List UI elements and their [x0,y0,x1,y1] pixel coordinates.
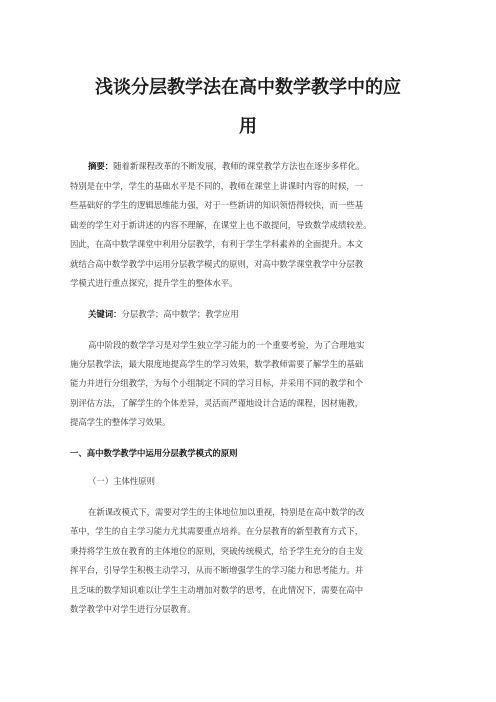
section-line: 且乏味的数学知识难以让学生主动增加对数学的思考，在此情况下，需要在高中 [70,585,364,595]
abstract-line: 随着新课程改革的不断发展，教师的课堂教学方法也在逐步多样化。 [113,161,365,171]
section-heading: 一、高中数学教学中运用分层教学模式的原则 [70,448,238,458]
abstract-line: 学模式进行重点探究，提升学生的整体水平。 [70,278,238,288]
intro-line: 别评估方法，了解学生的个体差异，灵活而严谨地设计合适的课程，因材施教， [70,398,364,408]
keywords-label: 关键词： [88,309,122,319]
abstract-first-line [88,160,364,172]
intro-line: 能力并进行分组教学，为每个小组制定不同的学习目标，并采用不同的教学和个 [70,378,364,388]
section-line: 在新课改模式下，需要对学生的主体地位加以重视，特别是在高中数学的改 [88,507,365,517]
abstract-line: 就结合高中数学教学中运用分层教学模式的原则，对高中数学课堂教学中分层教 [70,259,364,269]
abstract-label: 摘要： [88,161,114,171]
document-title-line-2: 用 [239,116,257,137]
keywords-line [88,308,239,320]
subsection-heading: （一）主体性原则 [88,476,155,486]
intro-line: 高中阶段的数学学习是对学生独立学习能力的一个重要考验，为了合理地实 [88,340,365,350]
abstract-line: 础差的学生对于新讲述的内容不理解，在课堂上也不敢提问，导致数学成绩较差。 [70,220,372,230]
abstract-line: 些基础好的学生的逻辑思维能力强，对于一些新讲的知识领悟得较快，而一些基 [70,200,364,210]
abstract-line: 因此，在高中数学课堂中利用分层教学，有利于学生学科素养的全面提升。本文 [70,239,364,249]
abstract-line: 特别是在中学，学生的基础水平是不同的，教师在课堂上讲课时内容的时候，一 [70,181,364,191]
section-line: 数学教学中对学生进行分层教育。 [70,604,196,614]
intro-line: 施分层教学法，最大限度地提高学生的学习效果，数学教师需要了解学生的基础 [70,359,364,369]
section-line: 秉持将学生放在教育的主体地位的原则，突破传统模式，给予学生充分的自主发 [70,546,364,556]
section-line: 挥平台，引导学生积极主动学习，从而不断增强学生的学习能力和思考能力。并 [70,565,364,575]
section-line: 革中，学生的自主学习能力尤其需要重点培养。在分层教育的新型教育方式下， [70,526,364,536]
intro-line: 提高学生的整体学习效果。 [70,417,171,427]
keywords-text: 分层教学；高中数学；教学应用 [121,309,239,319]
document-title-line-1: 浅谈分层教学法在高中数学教学中的应 [95,77,401,98]
